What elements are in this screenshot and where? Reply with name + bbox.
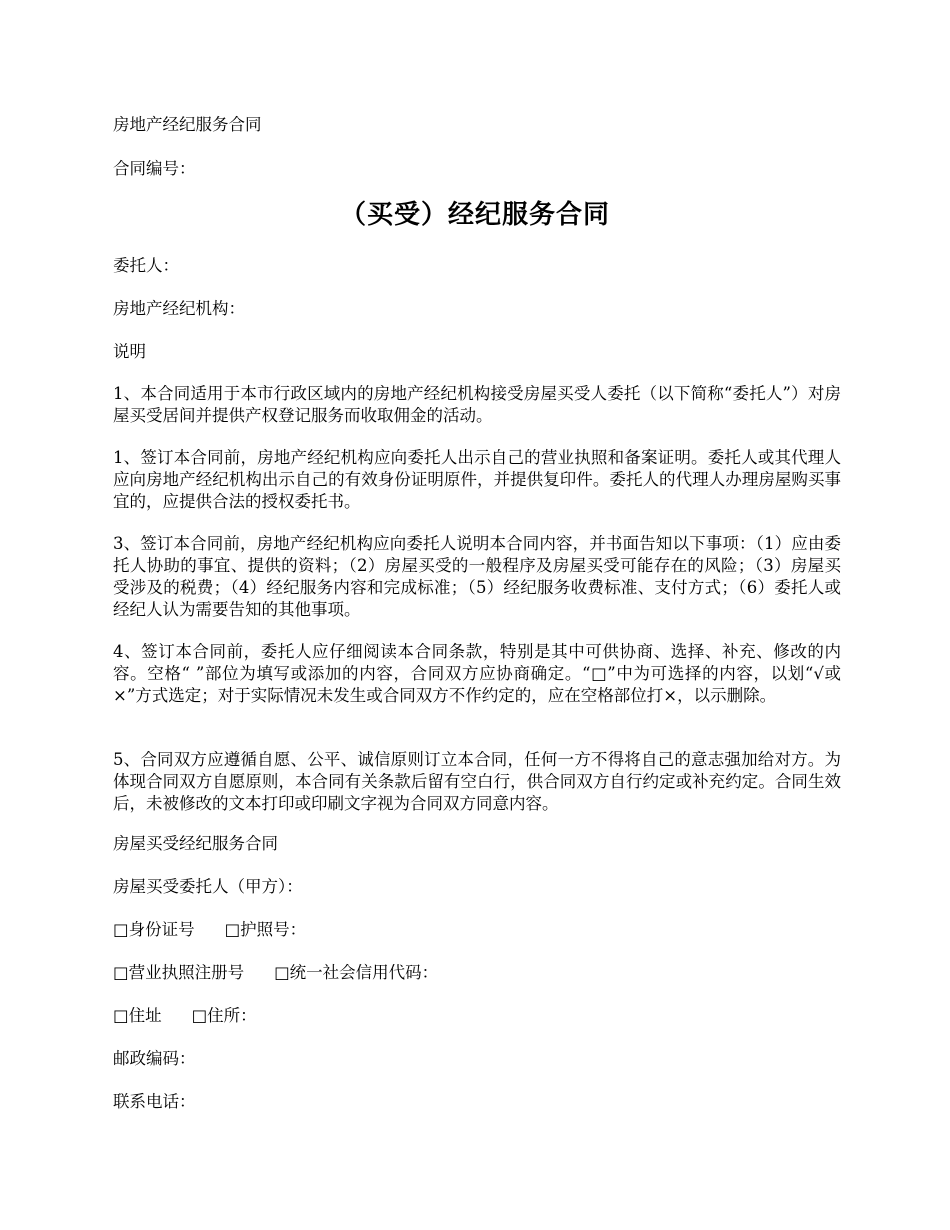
note-item-4: 4、签订本合同前，委托人应仔细阅读本合同条款，特别是其中可供协商、选择、补充、修改的内容。空格“ ”部位为填写或添加的内容，合同双方应协商确定。“□”中为可选择的内容，以划“√或×”方式选定；对于实际情况未发生或合同双方不作约定的，应在空格部位打×，以示删除。 (113, 642, 841, 705)
passport-checkbox[interactable]: □护照号： (224, 920, 307, 939)
phone-label: 联系电话： (113, 1092, 196, 1111)
contract-number-label: 合同编号： (113, 159, 196, 178)
residence-checkbox[interactable]: □住所： (191, 1006, 257, 1025)
section-title: 房屋买受经纪服务合同 (113, 834, 278, 853)
credit-code-checkbox[interactable]: □统一社会信用代码： (274, 963, 439, 982)
address-options-row (113, 1005, 257, 1027)
license-options-row (113, 962, 438, 984)
notes-heading: 说明 (113, 342, 146, 361)
party-a-label: 房屋买受委托人（甲方）： (113, 877, 303, 896)
postcode-label: 邮政编码： (113, 1049, 196, 1068)
id-options-row (113, 919, 306, 941)
document-name: 房地产经纪服务合同 (113, 115, 262, 134)
client-label: 委托人： (113, 256, 179, 275)
id-card-checkbox[interactable]: □身份证号 (113, 920, 195, 939)
note-item-1: 1、本合同适用于本市行政区域内的房地产经纪机构接受房屋买受人委托（以下简称“委托人”）对房屋买受居间并提供产权登记服务而收取佣金的活动。 (113, 384, 841, 425)
contract-title: （买受）经纪服务合同 (339, 200, 610, 230)
note-item-3: 3、签订本合同前，房地产经纪机构应向委托人说明本合同内容，并书面告知以下事项：（1）应由委托人协助的事宜、提供的资料；（2）房屋买受的一般程序及房屋买受可能存在的风险；（3）房屋买受涉及的税费；（4）经纪服务内容和完成标准；（5）经纪服务收费标准、支付方式；（6）委托人或经纪人认为需要告知的其他事项。 (113, 534, 841, 619)
agency-label: 房地产经纪机构： (113, 299, 245, 318)
note-item-5: 5、合同双方应遵循自愿、公平、诚信原则订立本合同，任何一方不得将自己的意志强加给对方。为体现合同双方自愿原则，本合同有关条款后留有空白行，供合同双方自行约定或补充约定。合同生效后，未被修改的文本打印或印刷文字视为合同双方同意内容。 (113, 750, 841, 813)
business-license-checkbox[interactable]: □营业执照注册号 (113, 963, 245, 982)
address-checkbox[interactable]: □住址 (113, 1006, 162, 1025)
note-item-2: 1、签订本合同前，房地产经纪机构应向委托人出示自己的营业执照和备案证明。委托人或其代理人应向房地产经纪机构出示自己的有效身份证明原件，并提供复印件。委托人的代理人办理房屋购买事宜的，应提供合法的授权委托书。 (113, 448, 841, 511)
